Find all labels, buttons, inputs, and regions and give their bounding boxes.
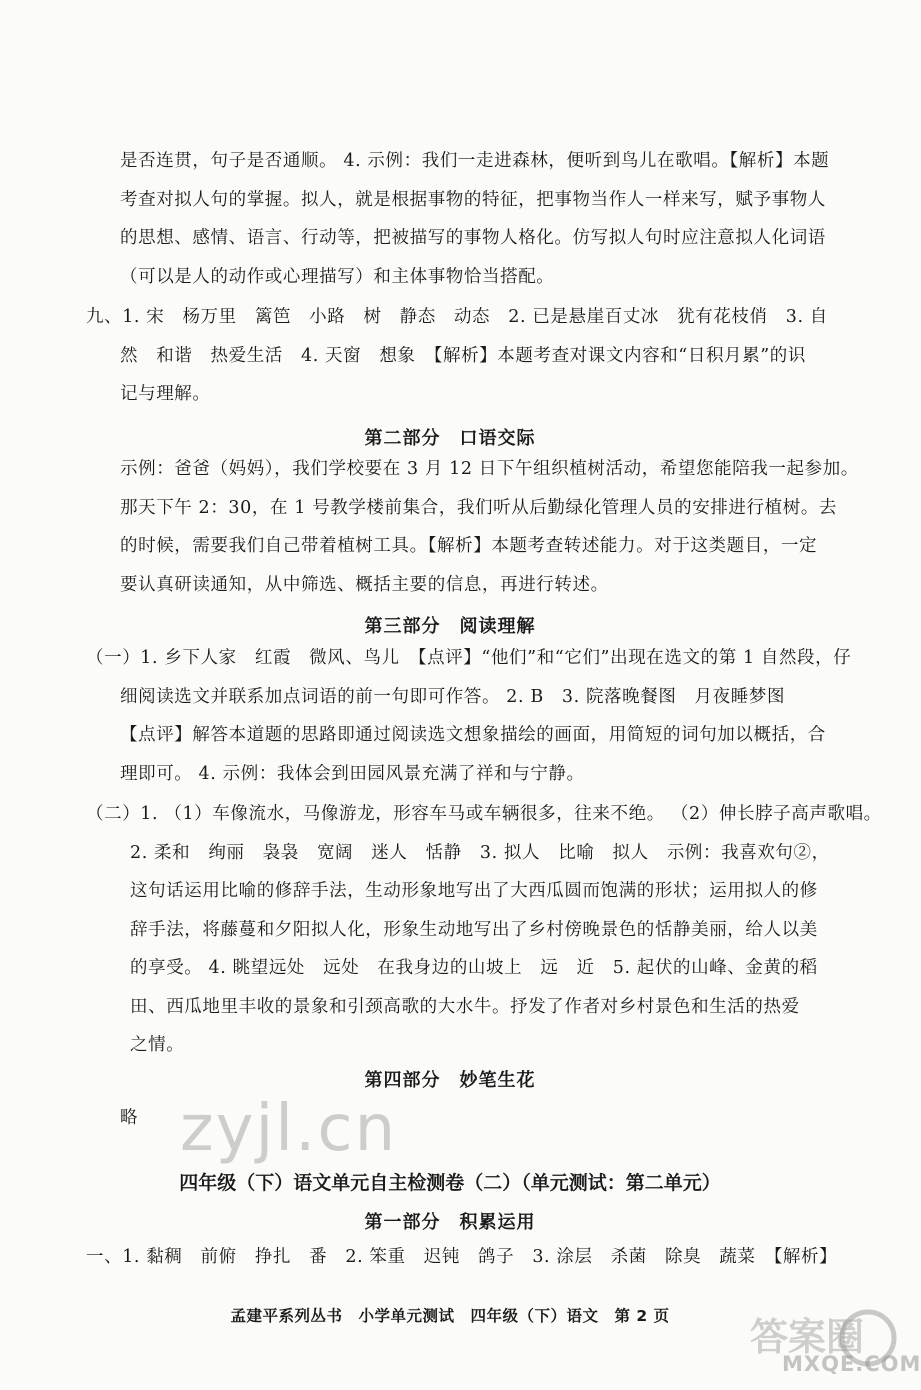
text-line: 的思想、感情、语言、行动等，把被描写的事物人格化。仿写拟人句时应注意拟人化词语 <box>120 228 826 248</box>
text-line: 理即可。 4. 示例：我体会到田园风景充满了祥和与宁静。 <box>120 763 585 784</box>
part-3-title: 第三部分 阅读理解 <box>364 616 536 637</box>
part-4-answer: 略 <box>120 1108 138 1128</box>
part-3-reading-2 <box>86 795 882 1065</box>
text-line: 田、西瓜地里丰收的景象和引颈高歌的大水牛。抒发了作者对乡村景色和生活的热爱 <box>130 996 800 1017</box>
text-line: 细阅读选文并联系加点词语的前一句即可作答。 2. B 3. 院落晚餐图 月夜睡梦图 <box>120 686 786 707</box>
part-2-title: 第二部分 口语交际 <box>364 428 536 449</box>
text-line: （可以是人的动作或心理描写）和主体事物恰当搭配。 <box>120 266 555 287</box>
part-3-reading-1 <box>86 639 851 793</box>
page-footer: 孟建平系列丛书 小学单元测试 四年级（下）语文 第 2 页 <box>230 1307 670 1325</box>
unit-2-part-1-title: 第一部分 积累运用 <box>364 1212 536 1233</box>
part-2-answer <box>120 450 859 604</box>
text-line: 2. 柔和 绚丽 袅袅 宽阔 迷人 恬静 3. 拟人 比喻 拟人 示例：我喜欢句②， <box>130 842 830 863</box>
question-9-answers <box>86 298 828 414</box>
unit-2-test-title: 四年级（下）语文单元自主检测卷（二）（单元测试：第二单元） <box>179 1172 721 1194</box>
text-line: 的享受。 4. 眺望远处 远处 在我身边的山坡上 远 近 5. 起伏的山峰、金黄的稻 <box>130 958 818 978</box>
text-line: 辞手法，将藤蔓和夕阳拟人化，形象生动地写出了乡村傍晚景色的恬静美丽，给人以美 <box>130 919 818 940</box>
text-line: 然 和谐 热爱生活 4. 天窗 想象 【解析】本题考查对课文内容和“日积月累”的识 <box>120 345 806 366</box>
text-line: 【点评】解答本道题的思路即通过阅读选文想象描绘的画面，用简短的词句加以概括，合 <box>120 725 826 745</box>
section-1-analysis <box>120 142 829 296</box>
text-line: 的时候，需要我们自己带着植树工具。【解析】本题考查转述能力。对于这类题目，一定 <box>120 536 818 556</box>
text-line: 要认真研读通知，从中筛选、概括主要的信息，再进行转述。 <box>120 574 609 595</box>
text-line: 之情。 <box>130 1035 185 1055</box>
text-line: （一）1. 乡下人家 红霞 微风、鸟儿 【点评】“他们”和“它们”出现在选文的第 1 自然段，仔 <box>86 648 852 668</box>
text-line: 这句话运用比喻的修辞手法，生动形象地写出了大西瓜圆而饱满的形状；运用拟人的修 <box>130 881 818 901</box>
text-line: 记与理解。 <box>120 384 211 404</box>
text-line: 那天下午 2：30，在 1 号教学楼前集合，我们听从后勤绿化管理人员的安排进行植树。去 <box>120 497 838 518</box>
part-4-title: 第四部分 妙笔生花 <box>364 1070 536 1091</box>
text-line: 是否连贯，句子是否通顺。 4. 示例：我们一走进森林，便听到鸟儿在歌唱。【解析】本题 <box>120 151 830 171</box>
text-line: 示例：爸爸（妈妈），我们学校要在 3 月 12 日下午组织植树活动，希望您能陪我一起参加。 <box>120 459 859 479</box>
watermark-mxqe: MXQE.COM <box>782 1352 921 1376</box>
text-line: 九、1. 宋 杨万里 篱笆 小路 树 静态 动态 2. 已是悬崖百丈冰 犹有花枝俏 3. 自 <box>86 307 828 327</box>
watermark-logo-icon <box>740 1298 900 1390</box>
watermark-zyjl: zyjl.cn <box>180 1092 398 1166</box>
unit-2-question-1 <box>86 1238 837 1277</box>
text-line: （二）1. （1）车像流水，马像游龙，形容车马或车辆很多，往来不绝。 （2）伸长脖子高声歌唱。 <box>86 804 882 824</box>
text-line: 一、1. 黏稠 前俯 挣扎 番 2. 笨重 迟钝 鸽子 3. 涂层 杀菌 除臭 蔬菜 【解析】 <box>86 1247 838 1267</box>
text-line: 考查对拟人句的掌握。拟人，就是根据事物的特征，把事物当作人一样来写，赋予事物人 <box>120 189 826 210</box>
watermark-logo-text: 答案圈 <box>750 1315 865 1359</box>
